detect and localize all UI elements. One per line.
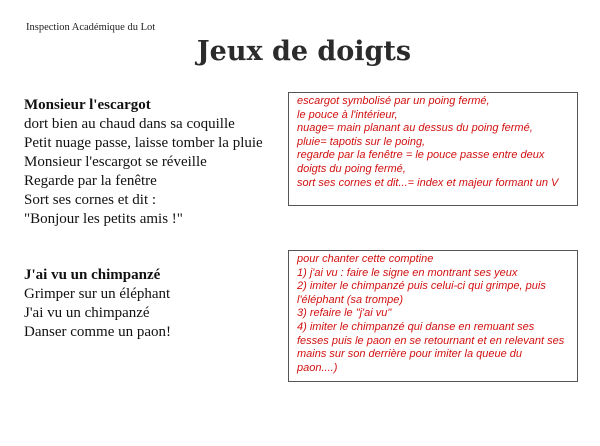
instruction-line: 1) j'ai vu : faire le signe en montrant ses yeux bbox=[297, 266, 518, 279]
poem-line: Petit nuage passe, laisse tomber la pluie bbox=[24, 135, 263, 151]
instruction-line: le pouce à l'intérieur, bbox=[297, 108, 398, 121]
poem-title: J'ai vu un chimpanzé bbox=[24, 267, 161, 283]
instruction-line: escargot symbolisé par un poing fermé, bbox=[297, 95, 490, 107]
poem-chimpanze bbox=[24, 266, 171, 342]
instruction-line: pour chanter cette comptine bbox=[297, 253, 434, 265]
poem-title: Monsieur l'escargot bbox=[24, 97, 151, 113]
instruction-line: 4) imiter le chimpanzé qui danse en remuant ses bbox=[297, 320, 535, 333]
poem-line: Sort ses cornes et dit : bbox=[24, 192, 157, 208]
poem-line: dort bien au chaud dans sa coquille bbox=[24, 116, 235, 132]
header-text: Inspection Académique du Lot bbox=[26, 22, 156, 33]
poem-line: Danser comme un paon! bbox=[24, 324, 172, 340]
poem-line: J'ai vu un chimpanzé bbox=[24, 305, 150, 321]
poem-escargot bbox=[24, 96, 263, 229]
instruction-line: 2) imiter le chimpanzé puis celui-ci qui grimpe, puis bbox=[297, 280, 546, 293]
poem-line: "Bonjour les petits amis !" bbox=[24, 211, 183, 227]
instruction-line: 3) refaire le "j'ai vu" bbox=[297, 307, 392, 320]
page-title: Jeux de doigts bbox=[196, 36, 412, 67]
instruction-line: l'éléphant (sa trompe) bbox=[297, 293, 404, 306]
instruction-line: mains sur son derrière pour imiter la queue du bbox=[297, 348, 523, 361]
instruction-line: doigts du poing fermé, bbox=[297, 162, 406, 175]
instruction-line: pluie= tapotis sur le poing, bbox=[297, 135, 426, 148]
instruction-line: regarde par la fenêtre = le pouce passe entre deux bbox=[297, 149, 545, 162]
instruction-box-escargot bbox=[288, 92, 578, 206]
poem-line: Monsieur l'escargot se réveille bbox=[24, 154, 207, 170]
poem-line: Grimper sur un éléphant bbox=[24, 286, 171, 302]
instruction-line: nuage= main planant au dessus du poing fermé, bbox=[297, 122, 533, 135]
instruction-line: fesses puis le paon en se retournant et en relevant ses bbox=[297, 334, 565, 347]
instruction-line: paon....) bbox=[297, 361, 338, 374]
instruction-line: sort ses cornes et dit...= index et majeur formant un V bbox=[297, 176, 559, 189]
instruction-box-chimpanze bbox=[288, 250, 578, 382]
poem-line: Regarde par la fenêtre bbox=[24, 173, 157, 189]
